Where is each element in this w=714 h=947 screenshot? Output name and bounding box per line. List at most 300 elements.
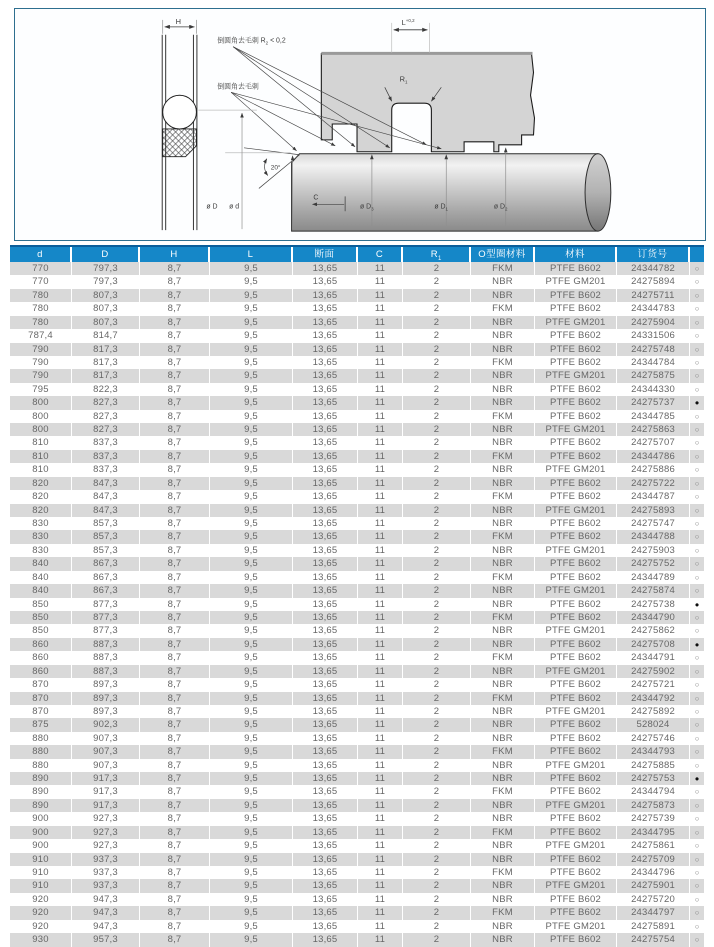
table-cell: 880 [10,732,72,745]
table-cell: 24344793 [617,745,690,758]
table-cell: PTFE GM201 [535,504,617,517]
table-cell: 2 [403,785,471,798]
table-cell: 13,65 [293,463,358,476]
table-cell: 24344792 [617,692,690,705]
table-cell: 780 [10,302,72,315]
seal-installation-drawing [15,9,705,240]
table-row [10,557,704,570]
table-cell: 837,3 [72,463,140,476]
table-cell: 9,5 [210,544,293,557]
table-cell: PTFE B602 [535,598,617,611]
table-cell: 9,5 [210,678,293,691]
table-cell: FKM [471,651,535,664]
col-header-section: 断面 [293,247,358,262]
table-cell: 11 [358,396,403,409]
table-cell: NBR [471,343,535,356]
table-cell: 920 [10,920,72,933]
table-row [10,839,704,852]
table-cell: 2 [403,718,471,731]
availability-dot: ○ [694,411,700,421]
table-cell: 780 [10,289,72,302]
table-cell: 9,5 [210,879,293,892]
table-cell: NBR [471,705,535,718]
table-cell: 24344794 [617,785,690,798]
table-cell: NBR [471,383,535,396]
table-cell: 24344782 [617,262,690,275]
availability-dot: ○ [694,559,700,569]
table-cell: 9,5 [210,571,293,584]
table-cell: 840 [10,557,72,570]
table-cell: 8,7 [140,343,210,356]
table-cell: 11 [358,812,403,825]
availability-dot: ○ [694,747,700,757]
availability-dot: ○ [694,867,700,877]
table-cell: 870 [10,705,72,718]
table-cell: 9,5 [210,436,293,449]
table-cell: 840 [10,571,72,584]
availability-dot: ○ [694,451,700,461]
table-cell: 11 [358,866,403,879]
table-cell: 857,3 [72,544,140,557]
table-cell: 9,5 [210,598,293,611]
table-cell: 910 [10,853,72,866]
table-cell: PTFE B602 [535,262,617,275]
availability-dot: ● [694,774,700,784]
table-cell: 2 [403,624,471,637]
availability-dot: ○ [694,706,700,716]
table-cell: 24344785 [617,410,690,423]
table-row [10,289,704,302]
svg-text:ø D2: ø $D_2$ [493,203,508,212]
table-row [10,692,704,705]
table-cell: 2 [403,611,471,624]
table-cell: 877,3 [72,624,140,637]
table-cell: PTFE B602 [535,477,617,490]
table-cell: 9,5 [210,920,293,933]
table-cell: 11 [358,530,403,543]
table-cell: 887,3 [72,651,140,664]
table-cell: 927,3 [72,812,140,825]
table-cell: 13,65 [293,423,358,436]
table-cell: PTFE B602 [535,853,617,866]
availability-dot: ○ [694,921,700,931]
table-cell: 8,7 [140,879,210,892]
table-cell: NBR [471,584,535,597]
table-cell: 897,3 [72,692,140,705]
table-cell: 8,7 [140,906,210,919]
table-cell: 9,5 [210,302,293,315]
availability-dot: ● [694,599,700,609]
table-cell: NBR [471,557,535,570]
table-cell: 937,3 [72,853,140,866]
table-cell: 830 [10,530,72,543]
svg-text:L+0,2: $L^{+0,2}$ [401,17,415,27]
table-row [10,799,704,812]
table-header-row [10,245,704,262]
table-cell: 9,5 [210,289,293,302]
table-cell: 9,5 [210,316,293,329]
availability-dot: ● [694,398,700,408]
table-row [10,423,704,436]
svg-text:H: H [175,16,181,26]
table-cell: 8,7 [140,262,210,275]
table-cell: 11 [358,920,403,933]
table-cell: 890 [10,785,72,798]
availability-dot: ○ [694,935,700,945]
table-row [10,463,704,476]
table-cell: NBR [471,517,535,530]
table-cell: 8,7 [140,624,210,637]
table-cell: 13,65 [293,571,358,584]
table-cell: 887,3 [72,638,140,651]
table-cell: NBR [471,732,535,745]
table-cell: 24275754 [617,933,690,946]
table-cell: 8,7 [140,598,210,611]
table-cell: 24275748 [617,343,690,356]
table-cell: 24344797 [617,906,690,919]
table-cell: 24344790 [617,611,690,624]
table-cell: NBR [471,463,535,476]
table-cell: 2 [403,557,471,570]
table-cell: 887,3 [72,665,140,678]
table-cell: 24344786 [617,450,690,463]
table-cell: 13,65 [293,638,358,651]
table-cell: 13,65 [293,692,358,705]
svg-text:20°: 20° [270,164,281,172]
table-cell: NBR [471,759,535,772]
table-row [10,624,704,637]
table-row [10,906,704,919]
table-cell: 13,65 [293,651,358,664]
table-row [10,410,704,423]
table-cell: 13,65 [293,933,358,946]
table-cell: 13,65 [293,530,358,543]
table-cell: 860 [10,665,72,678]
table-cell: 2 [403,356,471,369]
table-cell: 2 [403,571,471,584]
table-cell: 2 [403,745,471,758]
table-cell: 8,7 [140,571,210,584]
table-cell: 13,65 [293,812,358,825]
table-cell: 860 [10,638,72,651]
table-cell: 2 [403,530,471,543]
table-cell: 927,3 [72,839,140,852]
table-cell: 957,3 [72,933,140,946]
svg-text:R1: $R_1$ [399,74,408,85]
table-cell: 820 [10,477,72,490]
table-cell: 9,5 [210,893,293,906]
table-cell: 24275747 [617,517,690,530]
table-row [10,517,704,530]
table-cell: 24275720 [617,893,690,906]
table-cell: PTFE GM201 [535,544,617,557]
table-cell: 850 [10,598,72,611]
table-cell: 24275711 [617,289,690,302]
table-cell: 9,5 [210,638,293,651]
table-cell: 13,65 [293,557,358,570]
table-cell: NBR [471,933,535,946]
table-cell: 2 [403,584,471,597]
table-cell: 2 [403,329,471,342]
svg-text:ø D1: ø $D_1$ [434,203,448,212]
table-row [10,504,704,517]
table-cell: 8,7 [140,678,210,691]
table-cell: 11 [358,517,403,530]
table-cell: NBR [471,893,535,906]
table-cell: 830 [10,544,72,557]
table-cell: 2 [403,463,471,476]
table-cell: PTFE B602 [535,490,617,503]
table-cell: 787,4 [10,329,72,342]
table-cell: 9,5 [210,504,293,517]
availability-dot: ● [694,639,700,649]
table-cell: NBR [471,329,535,342]
table-cell: NBR [471,598,535,611]
table-cell: 867,3 [72,557,140,570]
table-cell: 814,7 [72,329,140,342]
table-cell: 11 [358,718,403,731]
table-cell: 810 [10,463,72,476]
table-cell: 827,3 [72,423,140,436]
table-cell: 9,5 [210,477,293,490]
table-cell: 13,65 [293,598,358,611]
table-row [10,477,704,490]
table-cell: 13,65 [293,624,358,637]
table-cell: FKM [471,356,535,369]
table-cell: 827,3 [72,396,140,409]
table-cell: 24275893 [617,504,690,517]
table-row [10,598,704,611]
table-cell: 11 [358,302,403,315]
table-cell: 8,7 [140,490,210,503]
table-cell: FKM [471,785,535,798]
table-cell: PTFE GM201 [535,759,617,772]
table-cell: 13,65 [293,436,358,449]
availability-dot: ○ [694,626,700,636]
table-cell: PTFE B602 [535,557,617,570]
availability-dot: ○ [694,881,700,891]
table-cell: 11 [358,262,403,275]
table-cell: 8,7 [140,920,210,933]
table-cell: 24275709 [617,853,690,866]
table-cell: 11 [358,853,403,866]
table-cell: 13,65 [293,316,358,329]
table-cell: 13,65 [293,302,358,315]
table-cell: 11 [358,356,403,369]
table-cell: NBR [471,812,535,825]
table-cell: 8,7 [140,785,210,798]
table-cell: NBR [471,638,535,651]
table-row [10,893,704,906]
table-cell: PTFE B602 [535,826,617,839]
table-cell: 890 [10,799,72,812]
table-cell: 24344788 [617,530,690,543]
table-cell: 24275746 [617,732,690,745]
table-cell: 11 [358,732,403,745]
table-cell: PTFE B602 [535,396,617,409]
table-cell: 13,65 [293,879,358,892]
table-cell: 24275901 [617,879,690,892]
table-cell: 9,5 [210,275,293,288]
table-cell: 9,5 [210,262,293,275]
table-cell: 11 [358,665,403,678]
table-cell: PTFE GM201 [535,316,617,329]
table-cell: 2 [403,490,471,503]
table-cell: 9,5 [210,718,293,731]
table-cell: 11 [358,598,403,611]
col-header-L: L [210,247,293,262]
availability-dot: ○ [694,612,700,622]
table-cell: 9,5 [210,343,293,356]
table-cell: 9,5 [210,611,293,624]
table-row [10,651,704,664]
table-cell: 870 [10,678,72,691]
table-cell: 9,5 [210,410,293,423]
table-cell: 13,65 [293,450,358,463]
table-cell: FKM [471,302,535,315]
dimension-L [392,18,430,53]
table-row [10,530,704,543]
table-cell: PTFE GM201 [535,879,617,892]
svg-text:倒圆角去毛刺: 倒圆角去毛刺 [217,83,259,91]
availability-dot: ○ [694,519,700,529]
table-cell: FKM [471,745,535,758]
table-cell: 820 [10,490,72,503]
table-cell: PTFE B602 [535,933,617,946]
table-row [10,369,704,382]
table-cell: 2 [403,692,471,705]
table-row [10,920,704,933]
table-cell: 8,7 [140,410,210,423]
availability-dot: ○ [694,733,700,743]
size-table [10,245,704,947]
table-cell: 807,3 [72,316,140,329]
table-cell: 2 [403,799,471,812]
table-cell: 2 [403,920,471,933]
table-cell: 13,65 [293,665,358,678]
table-cell: FKM [471,490,535,503]
table-cell: 11 [358,799,403,812]
availability-dot: ○ [694,908,700,918]
table-cell: 11 [358,893,403,906]
table-cell: 11 [358,477,403,490]
table-cell: 8,7 [140,772,210,785]
col-header-d: d [10,247,72,262]
availability-dot: ○ [694,357,700,367]
table-cell: 827,3 [72,410,140,423]
col-header-oring-material: O型圈材料 [471,247,535,262]
table-cell: NBR [471,853,535,866]
table-cell: FKM [471,866,535,879]
table-cell: 2 [403,302,471,315]
table-cell: 870 [10,692,72,705]
table-cell: 780 [10,316,72,329]
table-cell: PTFE B602 [535,692,617,705]
table-cell: 8,7 [140,826,210,839]
table-cell: 2 [403,638,471,651]
table-cell: 907,3 [72,759,140,772]
table-cell: 8,7 [140,477,210,490]
table-cell: 810 [10,436,72,449]
svg-text:ø D3: ø $D_3$ [359,203,374,212]
table-cell: NBR [471,316,535,329]
table-cell: 13,65 [293,920,358,933]
table-cell: 847,3 [72,477,140,490]
table-cell: 902,3 [72,718,140,731]
table-cell: 11 [358,436,403,449]
table-cell: 13,65 [293,799,358,812]
table-cell: PTFE B602 [535,343,617,356]
table-cell: 2 [403,369,471,382]
table-cell: 847,3 [72,490,140,503]
availability-dot: ○ [694,545,700,555]
table-cell: 927,3 [72,826,140,839]
table-cell: 24275863 [617,423,690,436]
table-cell: 13,65 [293,678,358,691]
table-cell: 24275902 [617,665,690,678]
table-cell: PTFE B602 [535,906,617,919]
table-cell: 8,7 [140,866,210,879]
table-cell: 13,65 [293,504,358,517]
rod-end-cap [585,154,611,231]
table-cell: 2 [403,732,471,745]
table-cell: 13,65 [293,343,358,356]
table-cell: 11 [358,423,403,436]
table-cell: 8,7 [140,289,210,302]
table-cell: 11 [358,584,403,597]
table-cell: FKM [471,450,535,463]
table-cell: 2 [403,504,471,517]
table-cell: FKM [471,571,535,584]
table-cell: 8,7 [140,651,210,664]
col-header-H: H [140,247,210,262]
table-cell: 11 [358,624,403,637]
table-cell: NBR [471,879,535,892]
table-cell: 9,5 [210,383,293,396]
table-cell: 8,7 [140,517,210,530]
table-row [10,718,704,731]
table-cell: 8,7 [140,611,210,624]
table-cell: FKM [471,611,535,624]
table-cell: NBR [471,920,535,933]
table-cell: 13,65 [293,705,358,718]
table-cell: 9,5 [210,799,293,812]
table-cell: 2 [403,705,471,718]
availability-dot: ○ [694,465,700,475]
table-cell: 11 [358,275,403,288]
table-cell: 11 [358,906,403,919]
table-row [10,678,704,691]
housing-cross-section [321,54,534,152]
table-cell: 807,3 [72,289,140,302]
table-cell: 2 [403,772,471,785]
table-cell: 24275892 [617,705,690,718]
table-cell: PTFE GM201 [535,799,617,812]
table-row [10,772,704,785]
table-row [10,490,704,503]
table-row [10,638,704,651]
table-body [10,262,704,947]
table-cell: 817,3 [72,343,140,356]
table-cell: 2 [403,423,471,436]
table-row [10,544,704,557]
table-cell: 24275739 [617,812,690,825]
table-cell: 900 [10,812,72,825]
table-cell: FKM [471,826,535,839]
table-cell: PTFE B602 [535,611,617,624]
table-row [10,759,704,772]
col-header-availability [690,247,704,262]
